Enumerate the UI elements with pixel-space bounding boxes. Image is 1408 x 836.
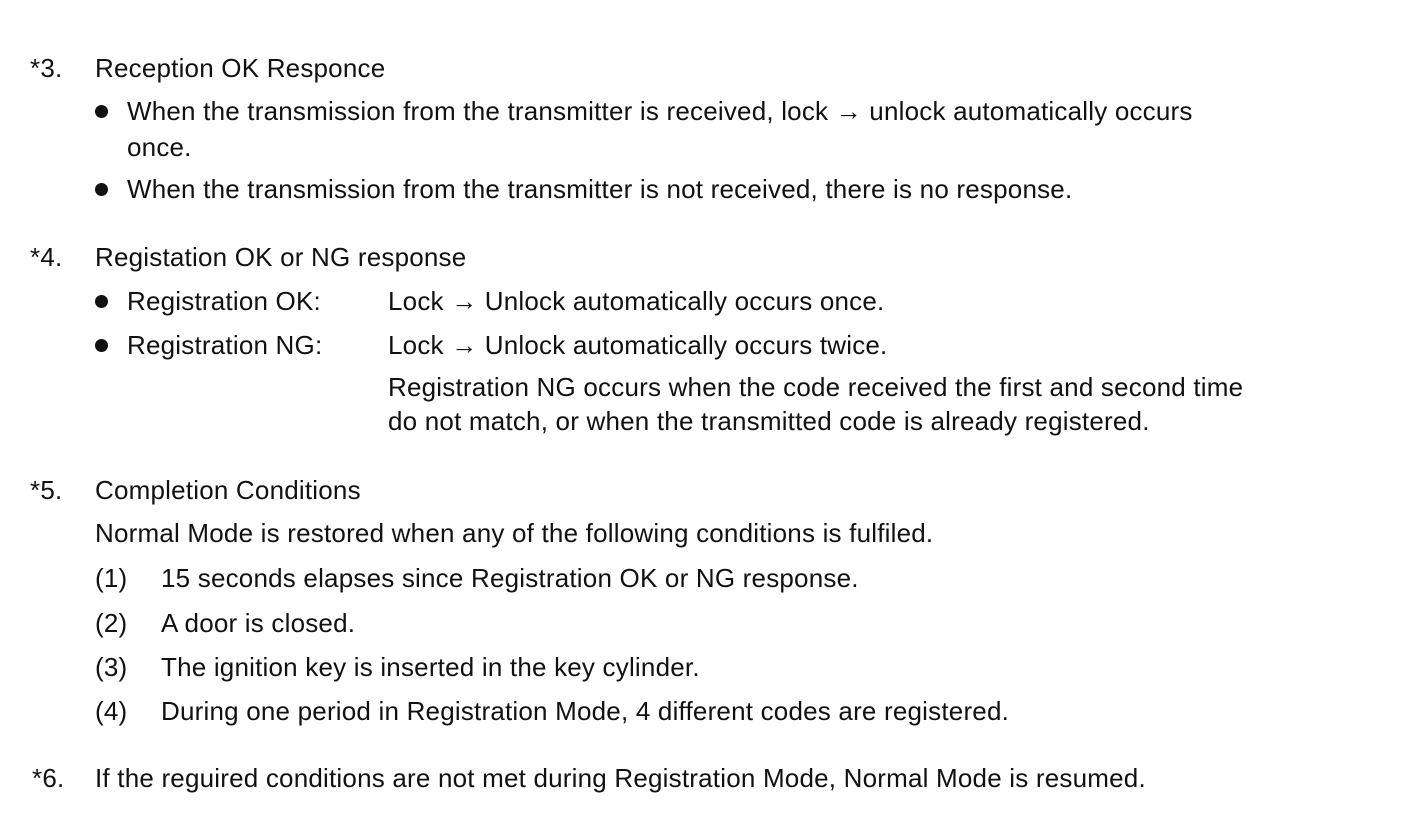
condition-number: (1) [95,563,128,593]
condition-number: (3) [95,652,128,682]
section-intro: Normal Mode is restored when any of the following conditions is fulfiled. [95,518,934,548]
section-heading: Completion Conditions [95,475,361,505]
registration-ng-note: Registration NG occurs when the code received the first and second time [388,372,1244,402]
registration-ok-label: Registration OK: [127,286,321,316]
registration-ok-value: Lock → Unlock automatically occurs once. [388,286,885,316]
section-heading: If the reguired conditions are not met during Registration Mode, Normal Mode is resumed. [95,763,1146,793]
bullet-icon [95,105,108,118]
section-marker: *5. [30,475,63,505]
condition-number: (2) [95,608,128,638]
registration-ng-label: Registration NG: [127,330,323,360]
registration-ng-value: Lock → Unlock automatically occurs twice. [388,330,888,360]
condition-text: A door is closed. [161,608,356,638]
section-heading: Reception OK Responce [95,53,386,83]
bullet-icon [95,295,108,308]
bullet-text-continued: once. [127,132,192,162]
condition-text: During one period in Registration Mode, 4 different codes are registered. [161,696,1010,726]
bullet-icon [95,183,108,196]
section-marker: *4. [30,242,63,272]
bullet-icon [95,339,108,352]
bullet-text: When the transmission from the transmitter is received, lock → unlock automatically occurs [127,96,1193,126]
section-heading: Registation OK or NG response [95,242,467,272]
registration-ng-note-continued: do not match, or when the transmitted code is already registered. [388,406,1150,436]
condition-text: 15 seconds elapses since Registration OK or NG response. [161,563,859,593]
section-marker: *3. [30,53,63,83]
section-marker: *6. [32,763,65,793]
condition-text: The ignition key is inserted in the key cylinder. [161,652,700,682]
bullet-text: When the transmission from the transmitter is not received, there is no response. [127,174,1073,204]
condition-number: (4) [95,696,128,726]
